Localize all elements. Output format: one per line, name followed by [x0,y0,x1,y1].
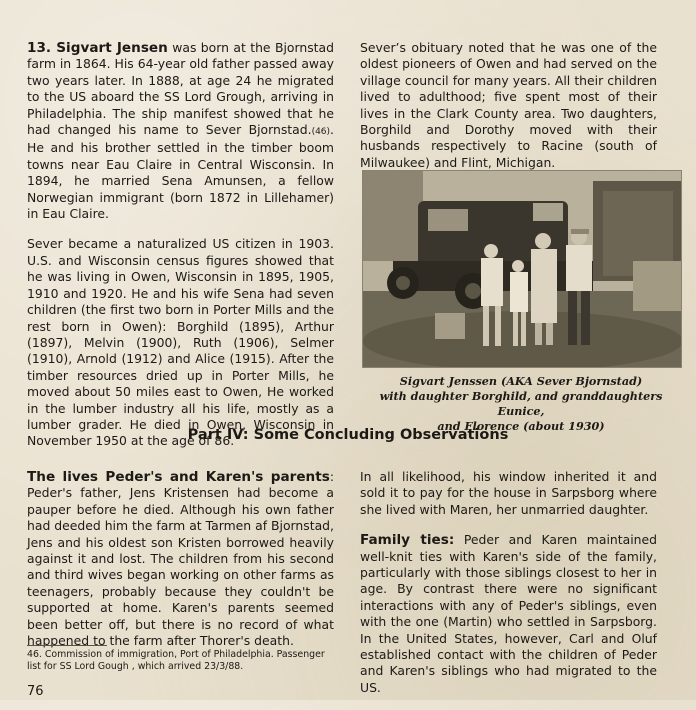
paragraph-parents [27,469,334,649]
photo-illustration [363,171,681,367]
caption-line: with daughter Borghild, and granddaughters Eunice, [379,389,663,418]
footnote-46: 46. Commission of immigration, Port of Philadelphia. Passenger list for SS Lord Gough , which arrived 23/3/88. [27,649,325,672]
paragraph-text: . He and his brother settled in the timber boom towns near Eau Claire in Central Wisconsin. In 1894, he married Sena Amunsen, a fellow Norwegian immigrant (born 1872 in Lillehamer) in Eau Claire. [27,122,334,222]
right-column-top [360,40,657,185]
paragraph-text: was born at the Bjornstad farm in 1864. His 64-year old father passed away two years later. In 1888, at age 24 he migrated to the US aboard the SS Lord Grough, arriving in Philadelphia. The ship manifest showed that he had changed his name to Sever Bjornstad. [27,40,334,138]
left-column-bottom [27,469,334,663]
caption-line: Sigvart Jenssen (AKA Sever Bjornstad) [399,374,643,388]
paragraph-text: : Peder's father, Jens Kristensen had become a pauper before he died. Although his own father had deeded him the farm at Tarmen af Bjornstad, Jens and his oldest son Kristen borrowed heavily against it and lost. The children from his second and third wives began working on other farms as teenagers, probably because they couldn't be supported at home. Karen's parents seemed been better off, but there is no record of what happened to the farm after Thorer's death. [27,469,334,649]
right-column-bottom [360,469,657,710]
paragraph-family-ties [360,532,657,696]
paragraph-inheritance: In all likelihood, his window inherited it and sold it to pay for the house in Sarpsborg where she lived with Maren, her unmarried daughter. [360,469,657,517]
family-photo [362,170,682,368]
footnote-divider [27,645,107,646]
paragraph-sever-obituary: Sever’s obituary noted that he was one of the oldest pioneers of Owen and had served on the village council for many years. All their children lived to adulthood; five spent most of their lives in the Clark County area. Two daughters, Borghild and Dorothy moved with their husbands respectively to Racine (south of Milwaukee) and Flint, Michigan. [360,40,657,170]
photo-caption [362,374,680,434]
paragraph-sigvart-intro [27,40,334,222]
section-heading-sigvart: 13. Sigvart Jensen [27,40,168,56]
caption-line: and Florence (about 1930) [437,419,605,433]
part-heading: Part IV: Some Concluding Observations [187,427,509,443]
left-column-top [27,40,334,464]
section-heading-family-ties: Family ties: [360,532,455,549]
page-number: 76 [27,684,44,699]
footnote-reference[interactable]: (46) [311,127,331,138]
paragraph-text: Peder and Karen maintained well-knit ties with Karen's side of the family, particularly with those siblings closest to her in age. By contrast there were no significant interactions with any of Peder's siblings, even with the one (Martin) who settled in Sarpsborg. In the United States, however, Carl and Oluf established contact with the children of Peder and Karen's siblings who had migrated to the US. [360,532,657,695]
section-heading-parents: The lives Peder's and Karen's parents [27,469,330,485]
paragraph-sever-citizenship: Sever became a naturalized US citizen in 1903. U.S. and Wisconsin census figures showed that he was living in Owen, Wisconsin in 1895, 1905, 1910 and 1920. He and his wife Sena had seven children (the first two born in Porter Mills and the rest born in Owen): Borghild (1895), Arthur (1897), Melvin (1900), Ruth (1906), Selmer (1910), Arnold (1912) and Alice (1915). After the timber resources dried up in Porter Mills, he moved about 50 miles east to Owen, He worked in the lumber industry all his life, mostly as a lumber grader. He died in Owen, Wisconsin in November 1950 at the age of 86. [27,236,334,449]
